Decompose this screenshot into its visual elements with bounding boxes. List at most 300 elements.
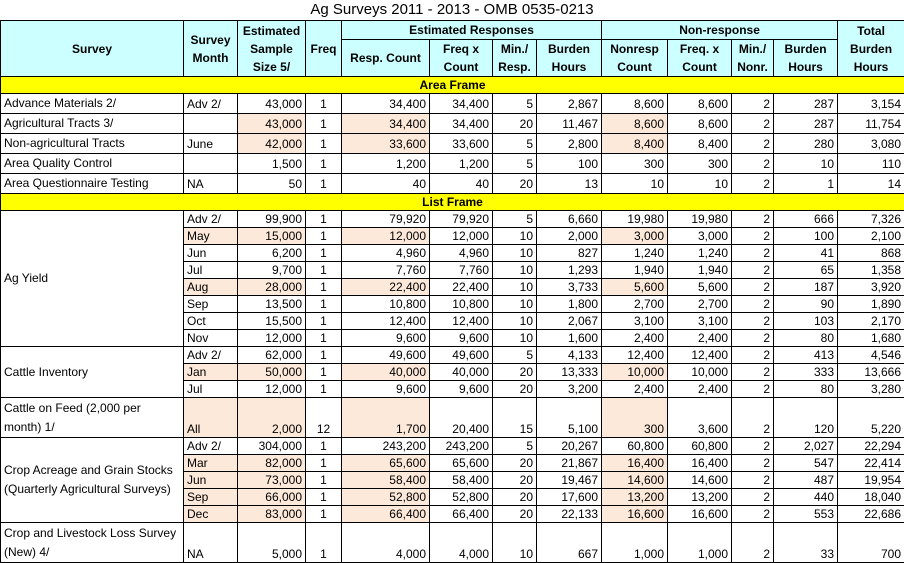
nonresp-count: 1,240 [602, 245, 668, 262]
total-burden-hours: 14 [838, 174, 904, 194]
min-per-nonr: 2 [732, 347, 774, 364]
sample-size: 2,000 [238, 398, 306, 438]
resp-count: 9,600 [342, 381, 430, 398]
survey-name: Advance Materials 2/ [1, 94, 184, 114]
header-sample-size: Estimated Sample Size 5/ [238, 21, 306, 77]
min-per-nonr: 2 [732, 114, 774, 134]
min-per-nonr: 2 [732, 94, 774, 114]
burden-hours: 1,600 [537, 330, 602, 347]
nonresp-count: 14,600 [602, 472, 668, 489]
nonresp-burden-hours: 2,027 [774, 438, 838, 455]
freq-x-count: 79,920 [430, 211, 493, 228]
min-per-resp: 10 [493, 279, 537, 296]
frequency: 1 [306, 154, 342, 174]
total-burden-hours: 3,080 [838, 134, 904, 154]
survey-name: Area Questionnaire Testing [1, 174, 184, 194]
table-row [1, 211, 904, 228]
survey-month: Jan [184, 364, 238, 381]
header-burden-hours: Burden Hours [537, 40, 602, 77]
header-total-burden: Total Burden Hours [838, 21, 904, 77]
burden-hours: 20,267 [537, 438, 602, 455]
table-row [1, 523, 904, 563]
min-per-nonr: 2 [732, 174, 774, 194]
nonresp-burden-hours: 553 [774, 506, 838, 523]
min-per-resp: 20 [493, 455, 537, 472]
survey-month: NA [184, 523, 238, 563]
survey-month: Dec [184, 506, 238, 523]
nonresp-burden-hours: 287 [774, 114, 838, 134]
survey-month: Jul [184, 381, 238, 398]
sample-size: 12,000 [238, 381, 306, 398]
survey-name: Cattle Inventory [1, 347, 184, 398]
header-non-response: Non-response [602, 21, 838, 40]
total-burden-hours: 2,100 [838, 228, 904, 245]
nonresp-freq-x-count: 10 [668, 174, 732, 194]
total-burden-hours: 3,280 [838, 381, 904, 398]
sample-size: 6,200 [238, 245, 306, 262]
frequency: 1 [306, 506, 342, 523]
freq-x-count: 20,400 [430, 398, 493, 438]
min-per-resp: 10 [493, 313, 537, 330]
nonresp-burden-hours: 440 [774, 489, 838, 506]
burden-hours: 6,660 [537, 211, 602, 228]
section-area-frame-label: Area Frame [1, 77, 904, 94]
burden-hours: 17,600 [537, 489, 602, 506]
resp-count: 34,400 [342, 114, 430, 134]
frequency: 1 [306, 313, 342, 330]
burden-hours: 100 [537, 154, 602, 174]
header-nonresp-freq-x-count: Freq. x Count [668, 40, 732, 77]
min-per-nonr: 2 [732, 455, 774, 472]
min-per-nonr: 2 [732, 330, 774, 347]
nonresp-freq-x-count: 1,940 [668, 262, 732, 279]
total-burden-hours: 868 [838, 245, 904, 262]
sample-size: 62,000 [238, 347, 306, 364]
min-per-nonr: 2 [732, 523, 774, 563]
nonresp-burden-hours: 33 [774, 523, 838, 563]
burden-hours: 1,800 [537, 296, 602, 313]
nonresp-burden-hours: 187 [774, 279, 838, 296]
table-row [1, 134, 904, 154]
header-nonresp-burden-hours: Burden Hours [774, 40, 838, 77]
survey-month: Mar [184, 455, 238, 472]
nonresp-count: 8,600 [602, 94, 668, 114]
burden-hours: 2,067 [537, 313, 602, 330]
min-per-nonr: 2 [732, 381, 774, 398]
nonresp-burden-hours: 65 [774, 262, 838, 279]
nonresp-freq-x-count: 10,000 [668, 364, 732, 381]
burden-hours: 21,867 [537, 455, 602, 472]
min-per-resp: 20 [493, 489, 537, 506]
min-per-resp: 20 [493, 114, 537, 134]
min-per-resp: 10 [493, 245, 537, 262]
nonresp-count: 2,400 [602, 330, 668, 347]
freq-x-count: 12,000 [430, 228, 493, 245]
table-body [1, 77, 904, 563]
burden-hours: 4,133 [537, 347, 602, 364]
nonresp-count: 60,800 [602, 438, 668, 455]
total-burden-hours: 13,666 [838, 364, 904, 381]
table-row [1, 114, 904, 134]
sample-size: 304,000 [238, 438, 306, 455]
min-per-nonr: 2 [732, 438, 774, 455]
sample-size: 5,000 [238, 523, 306, 563]
total-burden-hours: 3,920 [838, 279, 904, 296]
frequency: 1 [306, 472, 342, 489]
header-freq: Freq [306, 21, 342, 77]
sample-size: 73,000 [238, 472, 306, 489]
nonresp-count: 300 [602, 398, 668, 438]
freq-x-count: 9,600 [430, 330, 493, 347]
sample-size: 15,500 [238, 313, 306, 330]
min-per-resp: 5 [493, 94, 537, 114]
header-freq-x-count: Freq x Count [430, 40, 493, 77]
freq-x-count: 65,600 [430, 455, 493, 472]
frequency: 1 [306, 489, 342, 506]
nonresp-count: 3,000 [602, 228, 668, 245]
survey-name: Crop Acreage and Grain Stocks (Quarterly Agricultural Surveys) [1, 438, 184, 523]
total-burden-hours: 1,358 [838, 262, 904, 279]
nonresp-count: 10 [602, 174, 668, 194]
nonresp-burden-hours: 80 [774, 381, 838, 398]
freq-x-count: 7,760 [430, 262, 493, 279]
nonresp-freq-x-count: 300 [668, 154, 732, 174]
sample-size: 50,000 [238, 364, 306, 381]
nonresp-count: 19,980 [602, 211, 668, 228]
burden-hours: 13 [537, 174, 602, 194]
nonresp-count: 2,400 [602, 381, 668, 398]
nonresp-count: 16,600 [602, 506, 668, 523]
nonresp-freq-x-count: 14,600 [668, 472, 732, 489]
sample-size: 9,700 [238, 262, 306, 279]
burden-hours: 5,100 [537, 398, 602, 438]
resp-count: 7,760 [342, 262, 430, 279]
table-row [1, 154, 904, 174]
nonresp-burden-hours: 10 [774, 154, 838, 174]
burden-hours: 3,200 [537, 381, 602, 398]
freq-x-count: 52,800 [430, 489, 493, 506]
nonresp-freq-x-count: 3,100 [668, 313, 732, 330]
sample-size: 43,000 [238, 114, 306, 134]
burden-hours: 22,133 [537, 506, 602, 523]
total-burden-hours: 22,414 [838, 455, 904, 472]
frequency: 12 [306, 398, 342, 438]
nonresp-freq-x-count: 3,000 [668, 228, 732, 245]
min-per-resp: 10 [493, 523, 537, 563]
min-per-resp: 10 [493, 262, 537, 279]
sample-size: 13,500 [238, 296, 306, 313]
resp-count: 12,000 [342, 228, 430, 245]
nonresp-freq-x-count: 2,400 [668, 330, 732, 347]
nonresp-freq-x-count: 8,600 [668, 114, 732, 134]
sample-size: 28,000 [238, 279, 306, 296]
nonresp-count: 10,000 [602, 364, 668, 381]
resp-count: 1,200 [342, 154, 430, 174]
min-per-resp: 5 [493, 134, 537, 154]
nonresp-count: 3,100 [602, 313, 668, 330]
burden-hours: 2,000 [537, 228, 602, 245]
nonresp-freq-x-count: 2,400 [668, 381, 732, 398]
resp-count: 33,600 [342, 134, 430, 154]
min-per-resp: 10 [493, 296, 537, 313]
survey-name: Cattle on Feed (2,000 per month) 1/ [1, 398, 184, 438]
freq-x-count: 1,200 [430, 154, 493, 174]
nonresp-freq-x-count: 13,200 [668, 489, 732, 506]
freq-x-count: 33,600 [430, 134, 493, 154]
survey-month: Sep [184, 296, 238, 313]
freq-x-count: 49,600 [430, 347, 493, 364]
freq-x-count: 40 [430, 174, 493, 194]
survey-month: June [184, 134, 238, 154]
nonresp-freq-x-count: 3,600 [668, 398, 732, 438]
frequency: 1 [306, 455, 342, 472]
sample-size: 82,000 [238, 455, 306, 472]
frequency: 1 [306, 347, 342, 364]
min-per-resp: 20 [493, 506, 537, 523]
survey-month: Adv 2/ [184, 347, 238, 364]
nonresp-freq-x-count: 8,600 [668, 94, 732, 114]
total-burden-hours: 7,326 [838, 211, 904, 228]
resp-count: 79,920 [342, 211, 430, 228]
min-per-nonr: 2 [732, 262, 774, 279]
burden-hours: 2,800 [537, 134, 602, 154]
nonresp-burden-hours: 90 [774, 296, 838, 313]
resp-count: 52,800 [342, 489, 430, 506]
min-per-resp: 5 [493, 347, 537, 364]
survey-month: NA [184, 174, 238, 194]
freq-x-count: 34,400 [430, 114, 493, 134]
total-burden-hours: 4,546 [838, 347, 904, 364]
total-burden-hours: 18,040 [838, 489, 904, 506]
min-per-resp: 5 [493, 211, 537, 228]
nonresp-count: 8,600 [602, 114, 668, 134]
resp-count: 243,200 [342, 438, 430, 455]
total-burden-hours: 1,890 [838, 296, 904, 313]
min-per-nonr: 2 [732, 245, 774, 262]
total-burden-hours: 19,954 [838, 472, 904, 489]
min-per-nonr: 2 [732, 154, 774, 174]
survey-month: May [184, 228, 238, 245]
frequency: 1 [306, 174, 342, 194]
frequency: 1 [306, 262, 342, 279]
resp-count: 40,000 [342, 364, 430, 381]
resp-count: 40 [342, 174, 430, 194]
nonresp-freq-x-count: 1,240 [668, 245, 732, 262]
freq-x-count: 58,400 [430, 472, 493, 489]
sample-size: 66,000 [238, 489, 306, 506]
burden-hours: 1,293 [537, 262, 602, 279]
burden-hours: 667 [537, 523, 602, 563]
resp-count: 66,400 [342, 506, 430, 523]
min-per-resp: 5 [493, 438, 537, 455]
survey-name: Area Quality Control [1, 154, 184, 174]
nonresp-freq-x-count: 19,980 [668, 211, 732, 228]
nonresp-burden-hours: 280 [774, 134, 838, 154]
header-nonresp-count: Nonresp Count [602, 40, 668, 77]
min-per-resp: 20 [493, 174, 537, 194]
min-per-resp: 10 [493, 228, 537, 245]
survey-month: Nov [184, 330, 238, 347]
resp-count: 49,600 [342, 347, 430, 364]
table-row [1, 438, 904, 455]
nonresp-count: 5,600 [602, 279, 668, 296]
frequency: 1 [306, 279, 342, 296]
freq-x-count: 40,000 [430, 364, 493, 381]
resp-count: 9,600 [342, 330, 430, 347]
sample-size: 1,500 [238, 154, 306, 174]
min-per-nonr: 2 [732, 506, 774, 523]
header-survey: Survey [1, 21, 184, 77]
nonresp-burden-hours: 100 [774, 228, 838, 245]
table-row [1, 94, 904, 114]
freq-x-count: 34,400 [430, 94, 493, 114]
nonresp-burden-hours: 1 [774, 174, 838, 194]
min-per-nonr: 2 [732, 211, 774, 228]
survey-month: Sep [184, 489, 238, 506]
table-row [1, 398, 904, 438]
burden-hours: 19,467 [537, 472, 602, 489]
header-survey-month: Survey Month [184, 21, 238, 77]
section-area-frame [1, 77, 904, 94]
resp-count: 4,000 [342, 523, 430, 563]
page-title: Ag Surveys 2011 - 2013 - OMB 0535-0213 [0, 0, 904, 20]
sample-size: 12,000 [238, 330, 306, 347]
header-resp-count: Resp. Count [342, 40, 430, 77]
burden-hours: 827 [537, 245, 602, 262]
min-per-nonr: 2 [732, 313, 774, 330]
frequency: 1 [306, 523, 342, 563]
nonresp-freq-x-count: 16,600 [668, 506, 732, 523]
nonresp-count: 16,400 [602, 455, 668, 472]
freq-x-count: 10,800 [430, 296, 493, 313]
total-burden-hours: 110 [838, 154, 904, 174]
section-list-frame [1, 194, 904, 211]
min-per-resp: 15 [493, 398, 537, 438]
sample-size: 42,000 [238, 134, 306, 154]
min-per-nonr: 2 [732, 279, 774, 296]
table-row [1, 174, 904, 194]
nonresp-burden-hours: 287 [774, 94, 838, 114]
burden-hours: 3,733 [537, 279, 602, 296]
freq-x-count: 66,400 [430, 506, 493, 523]
nonresp-count: 13,200 [602, 489, 668, 506]
resp-count: 22,400 [342, 279, 430, 296]
min-per-nonr: 2 [732, 134, 774, 154]
nonresp-count: 8,400 [602, 134, 668, 154]
resp-count: 34,400 [342, 94, 430, 114]
min-per-resp: 5 [493, 154, 537, 174]
sample-size: 15,000 [238, 228, 306, 245]
nonresp-count: 1,000 [602, 523, 668, 563]
sample-size: 43,000 [238, 94, 306, 114]
burden-hours: 13,333 [537, 364, 602, 381]
min-per-nonr: 2 [732, 228, 774, 245]
frequency: 1 [306, 134, 342, 154]
sample-size: 99,900 [238, 211, 306, 228]
table-row [1, 347, 904, 364]
survey-name: Ag Yield [1, 211, 184, 347]
nonresp-burden-hours: 103 [774, 313, 838, 330]
burden-hours: 2,867 [537, 94, 602, 114]
nonresp-burden-hours: 547 [774, 455, 838, 472]
resp-count: 4,960 [342, 245, 430, 262]
frequency: 1 [306, 330, 342, 347]
total-burden-hours: 22,686 [838, 506, 904, 523]
survey-month: Oct [184, 313, 238, 330]
frequency: 1 [306, 228, 342, 245]
survey-month [184, 154, 238, 174]
freq-x-count: 243,200 [430, 438, 493, 455]
nonresp-burden-hours: 333 [774, 364, 838, 381]
frequency: 1 [306, 211, 342, 228]
survey-name: Agricultural Tracts 3/ [1, 114, 184, 134]
total-burden-hours: 22,294 [838, 438, 904, 455]
survey-name: Non-agricultural Tracts [1, 134, 184, 154]
nonresp-freq-x-count: 12,400 [668, 347, 732, 364]
frequency: 1 [306, 114, 342, 134]
min-per-resp: 20 [493, 381, 537, 398]
min-per-resp: 20 [493, 364, 537, 381]
nonresp-freq-x-count: 2,700 [668, 296, 732, 313]
nonresp-burden-hours: 41 [774, 245, 838, 262]
frequency: 1 [306, 94, 342, 114]
min-per-nonr: 2 [732, 364, 774, 381]
nonresp-burden-hours: 413 [774, 347, 838, 364]
total-burden-hours: 700 [838, 523, 904, 563]
header-min-nonr: Min./ Nonr. [732, 40, 774, 77]
total-burden-hours: 2,170 [838, 313, 904, 330]
survey-month: Jun [184, 245, 238, 262]
nonresp-count: 1,940 [602, 262, 668, 279]
frequency: 1 [306, 245, 342, 262]
min-per-resp: 10 [493, 330, 537, 347]
total-burden-hours: 11,754 [838, 114, 904, 134]
min-per-nonr: 2 [732, 398, 774, 438]
freq-x-count: 12,400 [430, 313, 493, 330]
survey-month: All [184, 398, 238, 438]
resp-count: 12,400 [342, 313, 430, 330]
survey-month: Jul [184, 262, 238, 279]
total-burden-hours: 5,220 [838, 398, 904, 438]
survey-month: Aug [184, 279, 238, 296]
freq-x-count: 22,400 [430, 279, 493, 296]
burden-table [0, 20, 904, 563]
nonresp-burden-hours: 80 [774, 330, 838, 347]
header-min-resp: Min./ Resp. [493, 40, 537, 77]
nonresp-freq-x-count: 1,000 [668, 523, 732, 563]
min-per-nonr: 2 [732, 489, 774, 506]
total-burden-hours: 1,680 [838, 330, 904, 347]
min-per-nonr: 2 [732, 296, 774, 313]
survey-month: Adv 2/ [184, 211, 238, 228]
total-burden-hours: 3,154 [838, 94, 904, 114]
frequency: 1 [306, 364, 342, 381]
survey-month: Adv 2/ [184, 94, 238, 114]
section-list-frame-label: List Frame [1, 194, 904, 211]
sample-size: 50 [238, 174, 306, 194]
survey-name: Crop and Livestock Loss Survey (New) 4/ [1, 523, 184, 563]
nonresp-burden-hours: 487 [774, 472, 838, 489]
nonresp-freq-x-count: 16,400 [668, 455, 732, 472]
resp-count: 58,400 [342, 472, 430, 489]
freq-x-count: 4,000 [430, 523, 493, 563]
nonresp-count: 2,700 [602, 296, 668, 313]
frequency: 1 [306, 296, 342, 313]
nonresp-freq-x-count: 5,600 [668, 279, 732, 296]
survey-month [184, 114, 238, 134]
min-per-nonr: 2 [732, 472, 774, 489]
survey-month: Jun [184, 472, 238, 489]
